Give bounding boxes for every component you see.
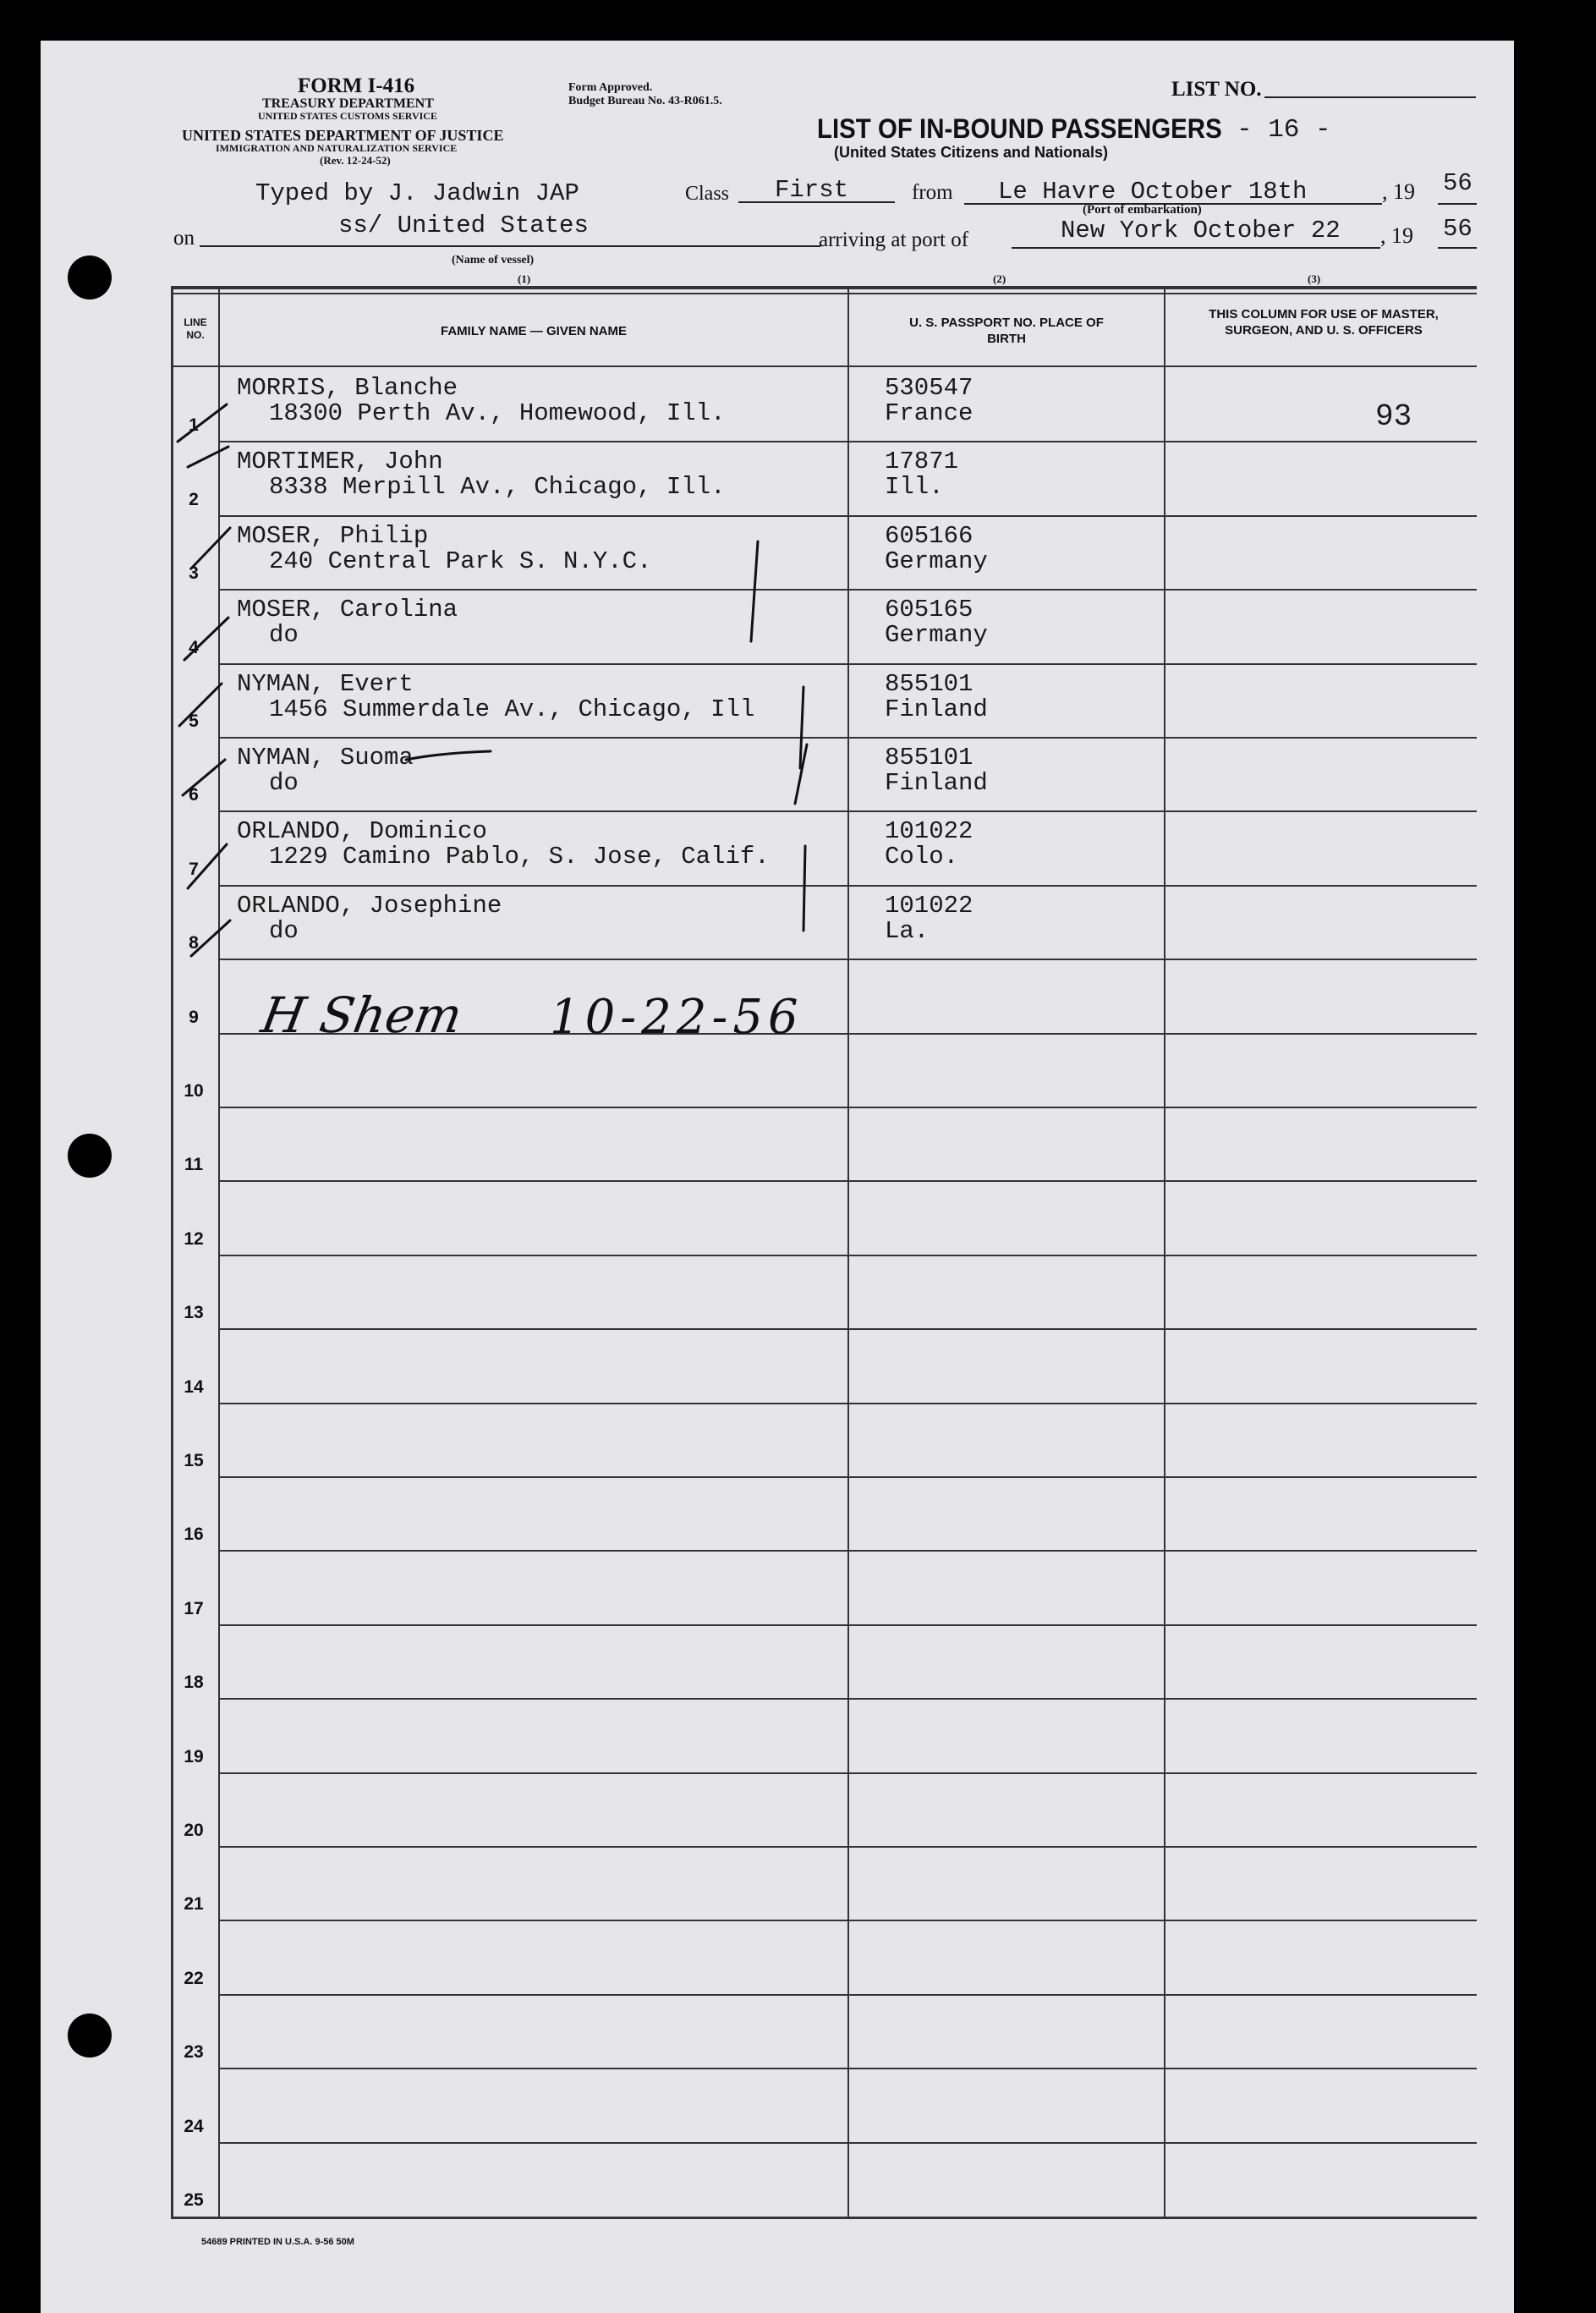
line-number: 18 (184, 1673, 204, 1692)
line-number: 24 (184, 2117, 204, 2136)
passenger-address: do (269, 917, 299, 945)
officer-note: 93 (1375, 399, 1412, 434)
dept-line-2: UNITED STATES CUSTOMS SERVICE (258, 110, 437, 122)
passenger-address: do (269, 621, 299, 649)
passport-number: 17871 (885, 448, 959, 475)
line-number: 19 (184, 1747, 204, 1766)
year-2: 56 (1443, 215, 1473, 243)
year-prefix-1: , 19 (1382, 179, 1415, 204)
from-value: Le Havre October 18th (998, 178, 1308, 206)
on-label: on (173, 227, 195, 250)
passenger-name: ORLANDO, Josephine (237, 892, 502, 920)
signature-date: 10-22-56 (550, 990, 803, 1045)
passport-number: 101022 (885, 817, 974, 845)
passenger-address: 1456 Summerdale Av., Chicago, Ill (269, 695, 755, 723)
line-number: 7 (189, 860, 199, 879)
passenger-address: 18300 Perth Av., Homewood, Ill. (269, 399, 726, 427)
form-title: FORM I-416 (298, 74, 415, 97)
passport-number: 101022 (885, 892, 974, 920)
dept-line-1: TREASURY DEPARTMENT (262, 96, 434, 111)
subtitle: (United States Citizens and Nationals) (834, 144, 1109, 161)
passenger-address: 1229 Camino Pablo, S. Jose, Calif. (269, 843, 770, 871)
place-of-birth: La. (885, 917, 930, 945)
passenger-name: MOSER, Carolina (237, 596, 458, 624)
line-number: 25 (184, 2190, 204, 2210)
line-number: 17 (184, 1599, 204, 1618)
passport-number: 605166 (885, 522, 974, 550)
line-number: 11 (184, 1155, 204, 1174)
arrival-value: New York October 22 (1061, 217, 1341, 244)
main-title: LIST OF IN-BOUND PASSENGERS (817, 113, 1222, 144)
header-line-no: LINE NO. (184, 316, 207, 341)
line-number: 6 (189, 785, 199, 805)
budget-bureau-no: Budget Bureau No. 43-R061.5. (568, 95, 722, 107)
vessel-value: ss/ United States (338, 212, 589, 239)
dept-line-3: UNITED STATES DEPARTMENT OF JUSTICE (182, 127, 504, 144)
place-of-birth: Colo. (885, 843, 959, 871)
signature: H Shem (257, 986, 467, 1044)
form-approved: Form Approved. (568, 81, 653, 94)
line-number: 22 (184, 1969, 204, 1988)
passenger-address: 8338 Merpill Av., Chicago, Ill. (269, 473, 726, 501)
line-number: 16 (184, 1525, 204, 1544)
dept-line-4: IMMIGRATION AND NATURALIZATION SERVICE (216, 142, 458, 154)
col-number-2: (2) (993, 272, 1006, 285)
place-of-birth: Finland (885, 769, 988, 797)
passport-number: 855101 (885, 670, 974, 698)
passenger-name: NYMAN, Suoma (237, 744, 414, 772)
print-line: 54689 PRINTED IN U.S.A. 9-56 50M (201, 2237, 354, 2247)
place-of-birth: Germany (885, 621, 988, 649)
col-number-1: (1) (518, 272, 531, 285)
col-number-3: (3) (1308, 272, 1321, 285)
typed-by: Typed by J. Jadwin JAP (255, 179, 579, 207)
header-family-name: FAMILY NAME — GIVEN NAME (440, 324, 628, 338)
line-number: 9 (189, 1008, 199, 1027)
line-number: 20 (184, 1821, 204, 1840)
passenger-address: 240 Central Park S. N.Y.C. (269, 547, 652, 575)
line-number: 5 (189, 711, 199, 731)
line-number: 12 (184, 1229, 204, 1249)
passenger-name: NYMAN, Evert (237, 670, 414, 698)
passenger-name: MORTIMER, John (237, 448, 443, 475)
from-label: from (912, 181, 953, 204)
line-number: 2 (189, 490, 199, 509)
place-of-birth: France (885, 399, 974, 427)
passenger-address: do (269, 769, 299, 797)
year-prefix-2: , 19 (1380, 223, 1413, 248)
passport-number: 605165 (885, 596, 974, 624)
passenger-name: ORLANDO, Dominico (237, 817, 487, 845)
header-officers: THIS COLUMN FOR USE OF MASTER, SURGEON, AND U. S. OFFICERS (1209, 307, 1439, 338)
passenger-name: MOSER, Philip (237, 522, 429, 550)
line-number: 14 (184, 1377, 204, 1397)
place-of-birth: Ill. (885, 473, 944, 501)
list-no-label: LIST NO. (1171, 78, 1262, 101)
class-value: First (775, 176, 849, 204)
line-number: 4 (189, 638, 199, 657)
line-number: 13 (184, 1303, 204, 1322)
line-number: 23 (184, 2042, 204, 2062)
list-number: - 16 - (1237, 115, 1331, 145)
place-of-birth: Germany (885, 547, 988, 575)
header-passport: U. S. PASSPORT NO. PLACE OF BIRTH (909, 316, 1104, 346)
place-of-birth: Finland (885, 695, 988, 723)
line-number: 3 (189, 563, 199, 583)
arriving-label: arriving at port of (819, 228, 969, 251)
passport-number: 530547 (885, 374, 974, 402)
port-embark-caption: (Port of embarkation) (1083, 203, 1202, 217)
passport-number: 855101 (885, 744, 974, 772)
line-number: 10 (184, 1081, 204, 1101)
passenger-name: MORRIS, Blanche (237, 374, 458, 402)
line-number: 1 (189, 415, 199, 435)
class-label: Class (685, 183, 730, 205)
dept-line-5: (Rev. 12-24-52) (320, 154, 391, 167)
line-number: 8 (189, 933, 199, 953)
line-number: 15 (184, 1451, 204, 1470)
year-1: 56 (1443, 169, 1473, 197)
vessel-caption: (Name of vessel) (452, 254, 535, 266)
line-number: 21 (184, 1894, 204, 1914)
